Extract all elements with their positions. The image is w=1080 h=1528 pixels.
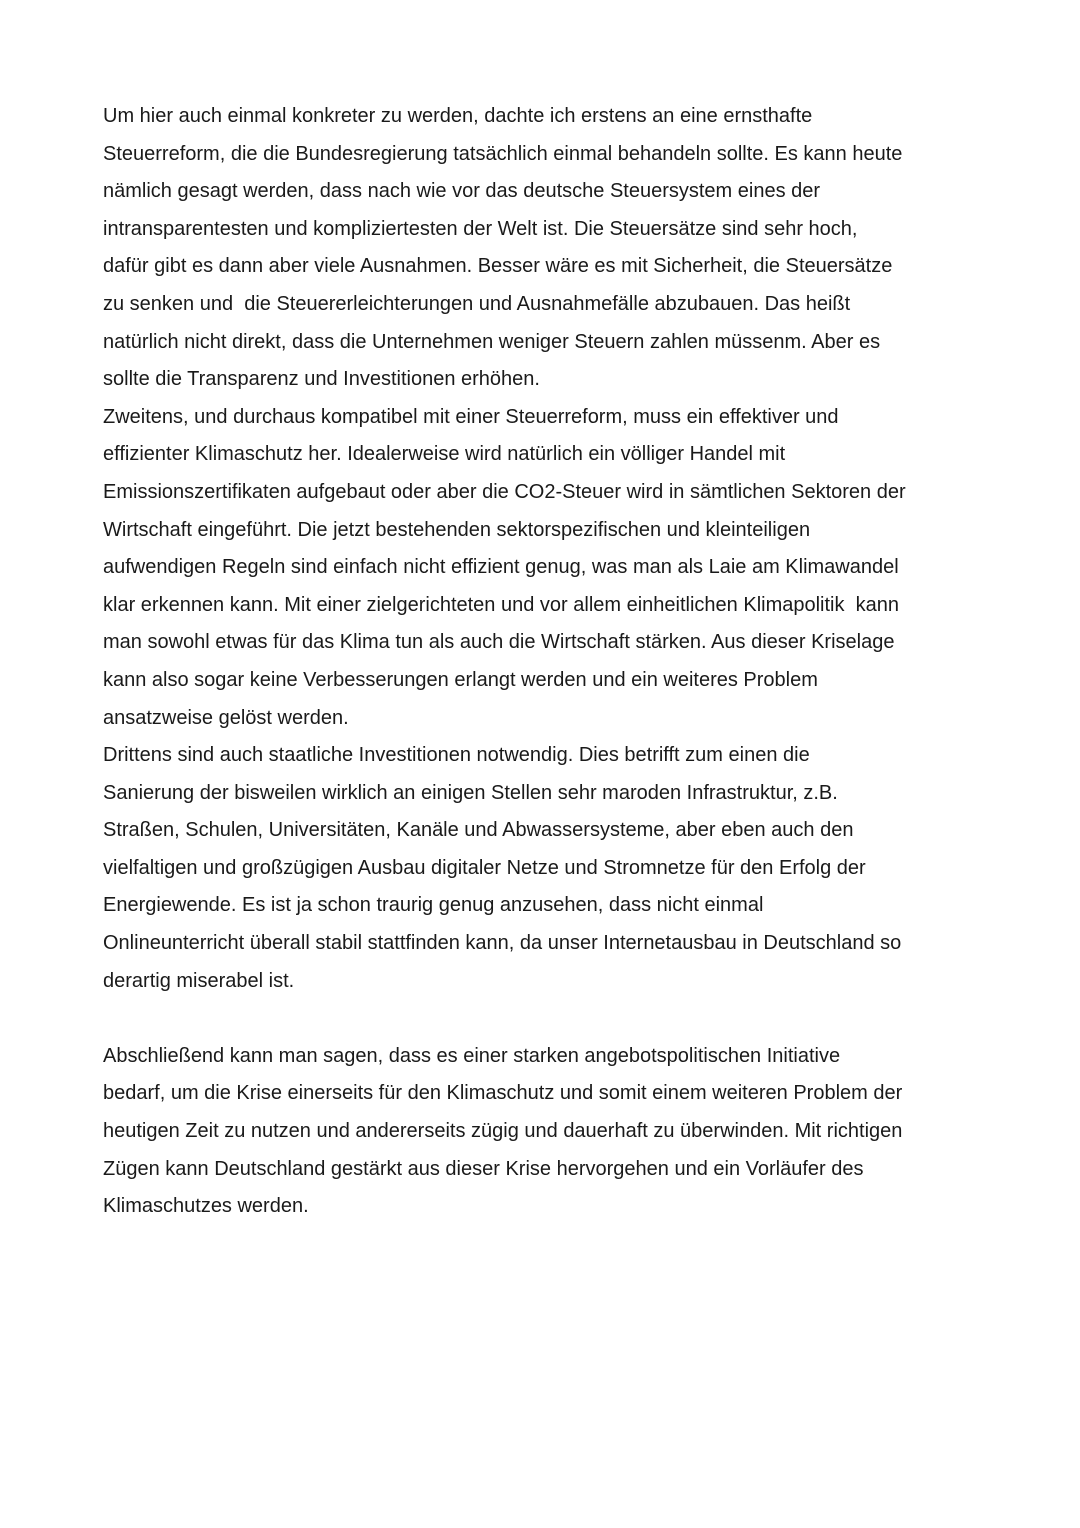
text-line: Straßen, Schulen, Universitäten, Kanäle und Abwassersysteme, aber eben auch den: [103, 819, 854, 842]
text-line: Energiewende. Es ist ja schon traurig genug anzusehen, dass nicht einmal: [103, 894, 764, 917]
paragraph-gap: [103, 1000, 1003, 1038]
text-line: nämlich gesagt werden, dass nach wie vor das deutsche Steuersystem eines der: [103, 180, 821, 203]
text-line: Drittens sind auch staatliche Investitionen notwendig. Dies betrifft zum einen die: [103, 744, 810, 767]
text-line: derartig miserabel ist.: [103, 969, 295, 992]
text-line: aufwendigen Regeln sind einfach nicht effizient genug, was man als Laie am Klimawandel: [103, 556, 899, 579]
text-line: man sowohl etwas für das Klima tun als auch die Wirtschaft stärken. Aus dieser Kriselage: [103, 631, 895, 654]
text-line: Klimaschutzes werden.: [103, 1195, 309, 1218]
text-line: sollte die Transparenz und Investitionen erhöhen.: [103, 368, 540, 391]
text-line: Zügen kann Deutschland gestärkt aus dieser Krise hervorgehen und ein Vorläufer des: [103, 1157, 864, 1180]
text-line: heutigen Zeit zu nutzen und andererseits zügig und dauerhaft zu überwinden. Mit richtigen: [103, 1120, 903, 1143]
document-text: [103, 98, 1003, 1226]
text-line: klar erkennen kann. Mit einer zielgerichteten und vor allem einheitlichen Klimapolitik kann: [103, 593, 899, 616]
text-line: ansatzweise gelöst werden.: [103, 706, 349, 729]
text-line: Um hier auch einmal konkreter zu werden, dachte ich erstens an eine ernsthafte: [103, 105, 813, 127]
text-line: Sanierung der bisweilen wirklich an einigen Stellen sehr maroden Infrastruktur, z.B.: [103, 781, 838, 804]
text-line: kann also sogar keine Verbesserungen erlangt werden und ein weiteres Problem: [103, 668, 818, 691]
text-line: zu senken und die Steuererleichterungen und Ausnahmefälle abzubauen. Das heißt: [103, 292, 851, 315]
text-line: dafür gibt es dann aber viele Ausnahmen. Besser wäre es mit Sicherheit, die Steuersätze: [103, 255, 893, 278]
text-line: Wirtschaft eingeführt. Die jetzt bestehenden sektorspezifischen und kleinteiligen: [103, 518, 811, 541]
conclusion-section: [103, 1038, 1003, 1226]
text-line: Steuerreform, die die Bundesregierung tatsächlich einmal behandeln sollte. Es kann heute: [103, 142, 903, 165]
text-line: Onlineunterricht überall stabil stattfinden kann, da unser Internetausbau in Deutschland so: [103, 932, 902, 955]
text-line: intransparentesten und kompliziertesten der Welt ist. Die Steuersätze sind sehr hoch,: [103, 217, 858, 240]
text-line: effizienter Klimaschutz her. Idealerweise wird natürlich ein völliger Handel mit: [103, 443, 786, 466]
text-line: Emissionszertifikaten aufgebaut oder aber die CO2-Steuer wird in sämtlichen Sektoren der: [103, 480, 906, 503]
text-line: natürlich nicht direkt, dass die Unternehmen weniger Steuern zahlen müssenm. Aber es: [103, 330, 881, 353]
text-line: vielfaltigen und großzügigen Ausbau digitaler Netze und Stromnetze für den Erfolg der: [103, 856, 866, 879]
text-line: Zweitens, und durchaus kompatibel mit einer Steuerreform, muss ein effektiver und: [103, 405, 839, 428]
text-line: Abschließend kann man sagen, dass es einer starken angebotspolitischen Initiative: [103, 1044, 841, 1067]
body-section: [103, 98, 1003, 1000]
text-line: bedarf, um die Krise einerseits für den Klimaschutz und somit einem weiteren Problem der: [103, 1082, 903, 1105]
